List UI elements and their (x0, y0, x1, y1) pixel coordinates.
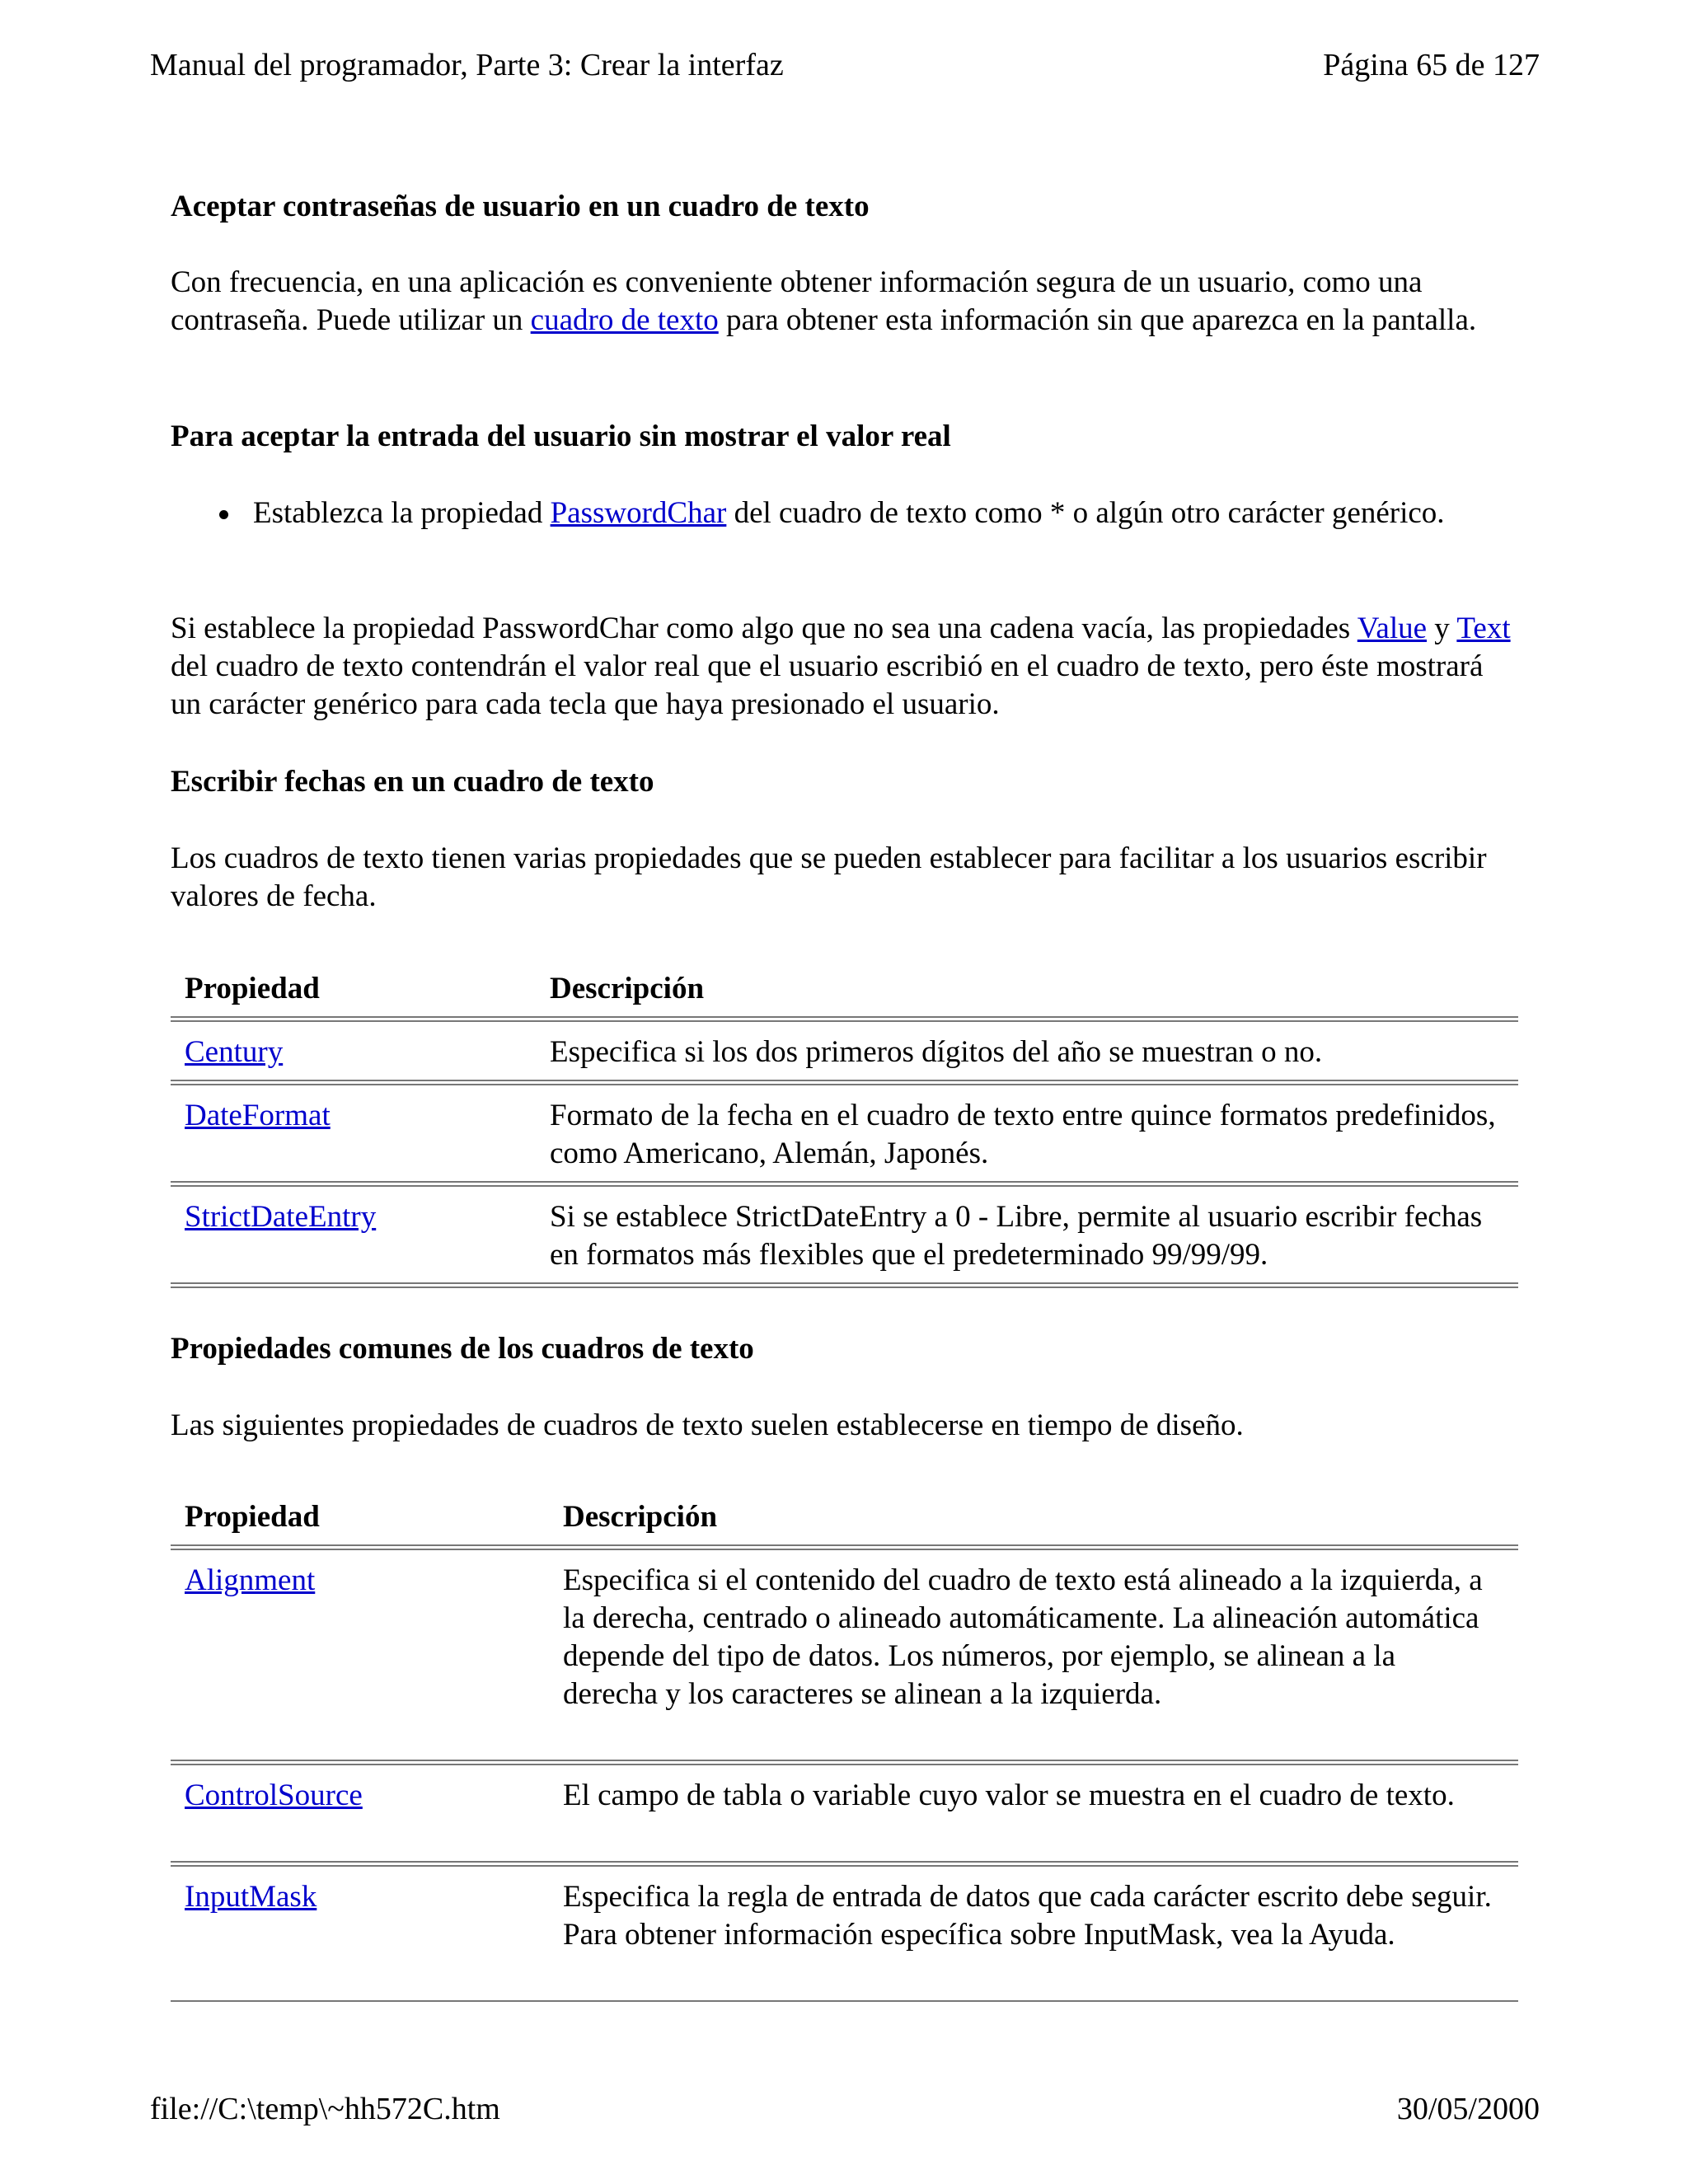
divider (171, 2000, 1518, 2002)
section-heading: Escribir fechas en un cuadro de texto (171, 765, 654, 799)
divider (171, 1861, 1518, 1867)
text: Con frecuencia, en una aplicación es conveniente obtener información segura de un usuario, como una contraseña. Puede utilizar un (171, 265, 1423, 337)
divider (171, 1080, 1518, 1085)
divider (171, 1181, 1518, 1187)
link-strictdateentry[interactable]: StrictDateEntry (185, 1200, 377, 1234)
paragraph (171, 840, 1518, 916)
table-row (171, 1765, 1518, 1861)
column-header: Propiedad (185, 1500, 320, 1534)
text: Los cuadros de texto tienen varias propiedades que se pueden establecer para facilitar a los usuarios escribir valores de fecha. (171, 841, 1487, 913)
section-heading: Propiedades comunes de los cuadros de texto (171, 1332, 754, 1366)
text: Las siguientes propiedades de cuadros de texto suelen establecerse en tiempo de diseño. (171, 1408, 1244, 1442)
link-controlsource[interactable]: ControlSource (185, 1779, 363, 1812)
table-row (171, 1550, 1518, 1760)
column-header: Descripción (550, 972, 705, 1005)
date-properties-table (171, 970, 1518, 1288)
paragraph (171, 264, 1518, 340)
table-cell: Especifica si el contenido del cuadro de texto está alineado a la izquierda, a la derecha, centrado o alineado automáticamente. La alineación automática depende del tipo de datos. Los números, por ejemplo, se alinean a la derecha y los caracteres se alinean a la izquierda. (563, 1563, 1483, 1711)
divider (171, 1016, 1518, 1022)
table-cell: Especifica la regla de entrada de datos que cada carácter escrito debe seguir. Para obtener información específica sobre InputMask, vea la Ayuda. (563, 1880, 1492, 1952)
link-alignment[interactable]: Alignment (185, 1563, 316, 1597)
link-value[interactable]: Value (1357, 612, 1428, 645)
table-row (171, 1187, 1518, 1282)
table-cell: Formato de la fecha en el cuadro de texto entre quince formatos predefinidos, como Americano, Alemán, Japonés. (550, 1099, 1496, 1170)
column-header: Descripción (563, 1500, 718, 1534)
common-properties-table (171, 1498, 1518, 2002)
bullet-dot (219, 510, 228, 519)
paragraph (171, 1407, 1518, 1445)
text: del cuadro de texto como * o algún otro carácter genérico. (726, 496, 1445, 530)
link-century[interactable]: Century (185, 1035, 284, 1069)
table-row (171, 1022, 1518, 1080)
table-cell: Si se establece StrictDateEntry a 0 - Libre, permite al usuario escribir fechas en formatos más flexibles que el predeterminado 99/99/99. (550, 1200, 1483, 1272)
section-common-properties (171, 1330, 1518, 1368)
header-page-number: Página 65 de 127 (1323, 48, 1540, 82)
link-dateformat[interactable]: DateFormat (185, 1099, 331, 1132)
section-heading: Para aceptar la entrada del usuario sin mostrar el valor real (171, 419, 951, 453)
page-footer (150, 2090, 1540, 2139)
section-passwords (171, 188, 1518, 226)
table-row (171, 1867, 1518, 2000)
footer-date: 30/05/2000 (1396, 2092, 1540, 2126)
link-text[interactable]: Text (1456, 612, 1511, 645)
table-cell: El campo de tabla o variable cuyo valor se muestra en el cuadro de texto. (563, 1779, 1455, 1812)
page-header (150, 46, 1540, 96)
table-cell: Especifica si los dos primeros dígitos del año se muestran o no. (550, 1035, 1323, 1069)
table-header-row (171, 970, 1518, 1016)
text: Si establece la propiedad PasswordChar como algo que no sea una cadena vacía, las propiedades (171, 612, 1357, 645)
text: para obtener esta información sin que aparezca en la pantalla. (718, 303, 1477, 337)
link-inputmask[interactable]: InputMask (185, 1880, 317, 1914)
table-header-row (171, 1498, 1518, 1544)
divider (171, 1760, 1518, 1765)
text: y (1427, 612, 1457, 645)
text: del cuadro de texto contendrán el valor real que el usuario escribió en el cuadro de texto, pero éste mostrará un carácter genérico para cada tecla que haya presionado el usuario. (171, 649, 1484, 721)
paragraph (171, 610, 1518, 724)
divider (171, 1544, 1518, 1550)
section-heading: Aceptar contraseñas de usuario en un cuadro de texto (171, 190, 870, 223)
table-row (171, 1085, 1518, 1181)
text: Establezca la propiedad (253, 496, 551, 530)
link-passwordchar[interactable]: PasswordChar (550, 496, 727, 530)
divider (171, 1282, 1518, 1288)
section-dates (171, 763, 1518, 801)
link-cuadro-de-texto[interactable]: cuadro de texto (530, 303, 719, 337)
column-header: Propiedad (185, 972, 320, 1005)
bullet-item (171, 494, 1518, 532)
procedure-heading (171, 418, 1518, 456)
footer-file-path: file://C:\temp\~hh572C.htm (150, 2092, 500, 2126)
header-title: Manual del programador, Parte 3: Crear la interfaz (150, 48, 784, 82)
